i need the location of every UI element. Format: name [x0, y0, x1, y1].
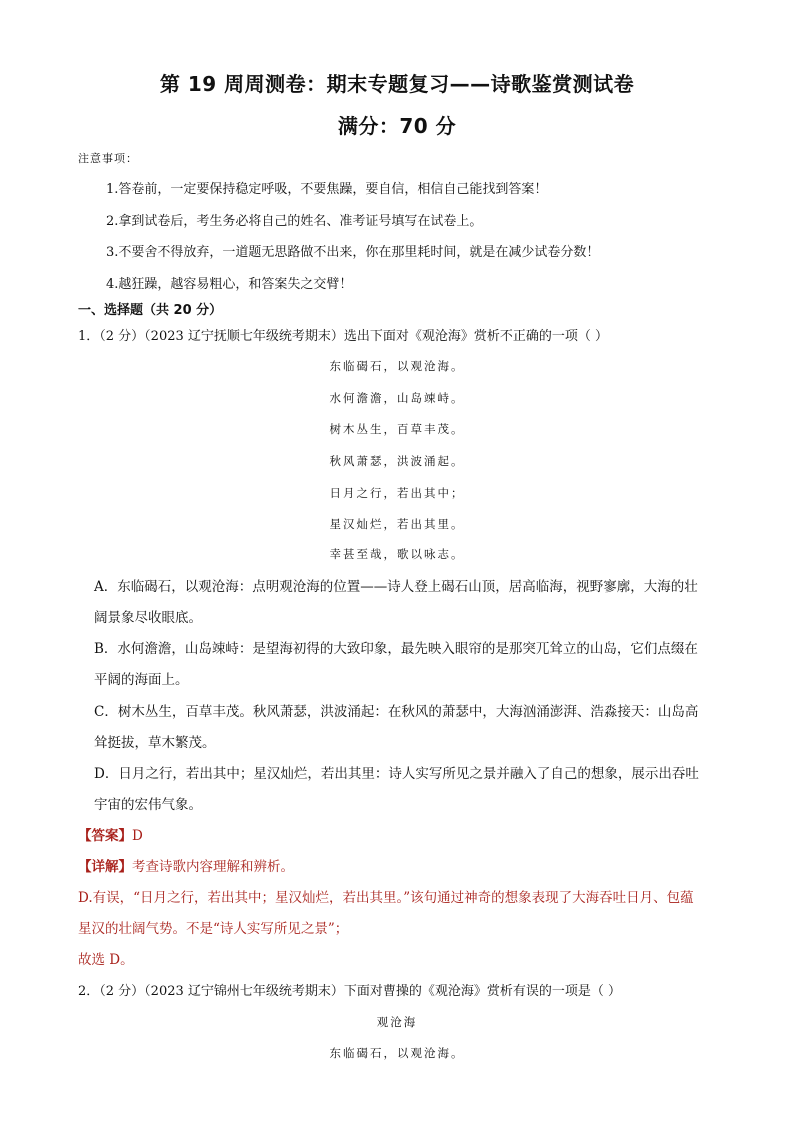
full-score: 满分：70 分	[337, 114, 457, 138]
answer-label: 【答案】	[78, 828, 132, 844]
explanation-line: 星汉的壮阔气势。不是“诗人实写所见之景”；	[78, 921, 349, 937]
poem-line: 水何澹澹，山岛竦峙。	[329, 391, 465, 405]
note-item: 1.答卷前，一定要保持稳定呼吸，不要焦躁，要自信，相信自己能找到答案！	[106, 182, 548, 197]
poem-line: 秋风萧瑟，洪波涌起。	[329, 454, 465, 468]
option-d-cont: 宇宙的宏伟气象。	[94, 797, 202, 813]
poem-line: 东临碣石，以观沧海。	[329, 359, 465, 373]
question-2-stem: 2．（2 分）（2023 辽宁锦州七年级统考期末）下面对曹操的《观沧海》赏析有误的一项是（ ）	[78, 984, 622, 999]
explanation-line: D.有误，“日月之行，若出其中；星汉灿烂，若出其里。”该句通过神奇的想象表现了大海吞吐日月、包蕴	[78, 890, 694, 906]
option-a-cont: 阔景象尽收眼底。	[94, 610, 202, 626]
answer-line	[78, 827, 143, 845]
option-b-cont: 平阔的海面上。	[94, 672, 189, 688]
poem-line: 星汉灿烂，若出其里。	[329, 517, 465, 531]
option-b: B．水何澹澹，山岛竦峙：是望海初得的大致印象，最先映入眼帘的是那突兀耸立的山岛，它们点缀在	[94, 641, 698, 657]
poem-line: 东临碣石，以观沧海。	[329, 1046, 465, 1060]
option-a: A．东临碣石，以观沧海：点明观沧海的位置——诗人登上碣石山顶，居高临海，视野寥廓，大海的壮	[94, 579, 698, 595]
detail-line	[78, 858, 294, 876]
note-item: 2.拿到试卷后，考生务必将自己的姓名、准考证号填写在试卷上。	[106, 214, 483, 229]
poem-line: 幸甚至哉，歌以咏志。	[329, 547, 465, 561]
page-title: 第 19 周周测卷：期末专题复习——诗歌鉴赏测试卷	[159, 72, 635, 96]
poem-line: 日月之行，若出其中；	[329, 486, 465, 500]
conclusion: 故选 D。	[78, 952, 134, 968]
section-title: 一、选择题（共 20 分）	[78, 303, 223, 318]
poem-line: 树木丛生，百草丰茂。	[329, 422, 465, 436]
note-item: 3.不要舍不得放弃，一道题无思路做不出来，你在那里耗时间，就是在减少试卷分数！	[106, 245, 600, 260]
poem-title: 观沧海	[376, 1015, 418, 1029]
note-item: 4.越狂躁，越容易粗心，和答案失之交臂！	[106, 277, 353, 292]
option-d: D．日月之行，若出其中；星汉灿烂，若出其里：诗人实写所见之景并融入了自己的想象，展示出吞吐	[94, 766, 699, 782]
option-c: C．树木丛生，百草丰茂。秋风萧瑟，洪波涌起：在秋风的萧瑟中，大海汹涌澎湃、浩淼接天：山岛高	[94, 704, 699, 720]
detail-text: 考查诗歌内容理解和辨析。	[132, 859, 294, 875]
notes-heading: 注意事项：	[78, 152, 138, 165]
option-c-cont: 耸挺拔，草木繁茂。	[94, 735, 216, 751]
answer-value: D	[132, 828, 143, 844]
detail-label: 【详解】	[78, 859, 132, 875]
question-1-stem: 1．（2 分）（2023 辽宁抚顺七年级统考期末）选出下面对《观沧海》赏析不正确的一项（ ）	[78, 329, 609, 344]
